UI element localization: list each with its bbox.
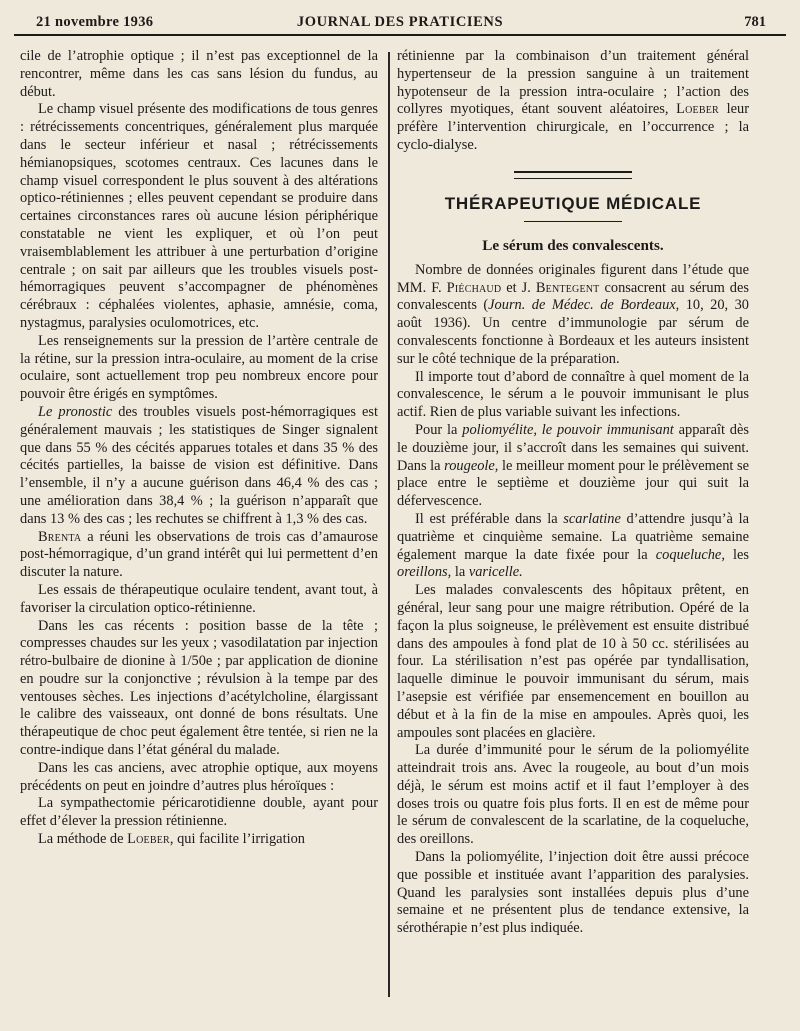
- paragraph-text: apparaît dès le douzième jour, il s’accroît dans les semaines qui suivent. Dans la: [397, 421, 749, 474]
- paragraph-text: et J.: [501, 279, 536, 296]
- paragraph: La sympathectomie péricarotidienne double, ayant pour effet d’élever la pression rétinienne.: [20, 795, 378, 830]
- citation: Journ. de Médec. de Bordeaux,: [488, 297, 680, 314]
- section-separator: [514, 171, 632, 179]
- paragraph: [20, 831, 378, 849]
- page-number: 781: [744, 14, 766, 30]
- paragraph: cile de l’atrophie optique ; il n’est pas exceptionnel de la rencontrer, même dans les cas sans lésion du fundus, au début.: [20, 48, 378, 100]
- section-title-underline: [524, 221, 622, 222]
- italic-term: Le pronostic: [38, 403, 113, 420]
- paragraph: [397, 511, 749, 582]
- paragraph: [397, 48, 749, 155]
- italic-term: poliomyélite, le pouvoir immunisant: [462, 421, 674, 438]
- paragraph-text: a réuni les observations de trois cas d’amaurose post-hémorragique, d’un grand intérêt qui lui permettent d’en discuter la nature.: [20, 528, 378, 581]
- paragraph-text: Il est préférable dans la: [415, 510, 564, 527]
- paragraph: [20, 404, 378, 529]
- paragraph-text: consacrent au sérum des convalescents (: [397, 279, 749, 314]
- paragraph-text: la: [451, 564, 469, 581]
- paragraph: Les malades convalescents des hôpitaux prêtent, en général, leur sang pour une maigre rétribution. Opéré de la façon la plus soigneuse, le prélèvement est ensuite distribué dans des ampoules à fond plat de 10 à 50 cc. stérilisées au four. La stérilisation n’est pas opérée par tyndallisation, laquelle diminue le pouvoir immunisant du sérum, mais l’asepsie est vérifiée par ensemencement en bouillon au début et à la fin de la mise en ampoules. Après quoi, les ampoules sont placées en glacière.: [397, 582, 749, 741]
- paragraph-text: 10, 20, 30 août 1936). Un centre d’immunologie par sérum de convalescents fonctionne à Bordeaux et les auteurs insistent sur le côté technique de la préparation.: [397, 297, 749, 367]
- author-name: Loeber: [127, 831, 170, 848]
- italic-term: coqueluche,: [655, 546, 725, 563]
- italic-term: oreillons,: [397, 564, 452, 581]
- column-divider: [388, 52, 390, 997]
- paragraph-text: Pour la: [415, 421, 463, 438]
- paragraph: Dans la poliomyélite, l’injection doit être aussi précoce que possible et instituée avant l’apparition des paralysies. Quand les paralysies sont installées depuis plus d’une semaine et ne présentent plus de tendance extensive, la sérothérapie n’est plus indiquée.: [397, 849, 749, 937]
- paragraph: [397, 262, 749, 369]
- section-title: THÉRAPEUTIQUE MÉDICALE: [444, 193, 702, 213]
- paragraph-text: le meilleur moment pour le prélèvement se place entre le septième et douzième jour qui suit la défervescence.: [397, 457, 749, 510]
- paragraph-text: leur préfère l’intervention chirurgicale, en l’occurrence ; la cyclo-dialyse.: [397, 101, 749, 153]
- left-column: [20, 48, 378, 849]
- paragraph-text: d’attendre jusqu’à la quatrième et cinquième semaine. La quatrième semaine également marque la date fixée pour la: [397, 510, 749, 563]
- paragraph: Les renseignements sur la pression de l’artère centrale de la rétine, sur la pression intra-oculaire, au moment de la crise oculaire, sont actuellement trop peu nombreux encore pour pouvoir être érigés en symptômes.: [20, 332, 378, 403]
- author-name: Bentegent: [535, 279, 600, 296]
- paragraph-text: La méthode de: [38, 831, 128, 848]
- paragraph-text: Nombre de données originales figurent dans l’étude que MM. F.: [397, 261, 749, 296]
- italic-term: rougeole,: [444, 457, 499, 474]
- article-title: Le sérum des convalescents.: [482, 236, 664, 254]
- header-rule: [14, 34, 786, 36]
- italic-term: scarlatine: [563, 510, 621, 527]
- author-name: Loeber: [676, 101, 719, 118]
- paragraph-text: les: [724, 546, 749, 563]
- author-name: Brenta: [38, 528, 82, 545]
- italic-term: varicelle.: [468, 564, 523, 581]
- page-header: [0, 0, 800, 40]
- paragraph: [397, 422, 749, 511]
- paragraph-text: des troubles visuels post-hémorragiques est généralement mauvais ; les statistiques de Singer signalent que dans 55 % des cécités apparues totales et dans 35 % des cécités partielles, la baisse de vision est définitive. Dans l’ensemble, il n’y a aucune guérison dans 46,4 % des cas ; une amélioration dans 38,4 % ; la guérison n’apparaît que dans 13 % des cas ; les rechutes se chiffrent à 1,3 % des cas.: [20, 403, 378, 527]
- paragraph-text: , qui facilite l’irrigation: [169, 831, 305, 848]
- paragraph: Il importe tout d’abord de connaître à quel moment de la convalescence, le sérum a le pouvoir immunisant le plus actif. Rien de plus variable suivant les infections.: [397, 368, 749, 421]
- paragraph-text: rétinienne par la combinaison d’un traitement général hypertenseur de la pression sanguine à un traitement hypotenseur de la pression intra-oculaire ; l’action des collyres myotiques, étant souvent aléatoires,: [397, 48, 749, 118]
- paragraph: Dans les cas récents : position basse de la tête ; compresses chaudes sur les yeux ; vasodilatation par injection rétro-bulbaire de dionine à 1/50e ; par application de dionine en poudre sur la conjonctive ; révulsion à la tempe par des ventouses sèches. Les injections d’acétylcholine, élargissant le calibre des vaisseaux, ont donné de bons résultats. Une thérapeutique de choc peut également être tentée, si rien ne la contre-indique dans l’état général du malade.: [20, 617, 378, 759]
- paragraph: Les essais de thérapeutique oculaire tendent, avant tout, à favoriser la circulation optico-rétinienne.: [20, 581, 378, 616]
- right-column: [397, 48, 749, 938]
- paragraph: La durée d’immunité pour le sérum de la poliomyélite atteindrait trois ans. Avec la rougeole, au bout d’un mois déjà, le sérum est moins actif et il faut l’employer à des doses trois ou quatre fois plus forts. Il en est de même pour le sérum de convalescent de la scarlatine, de la coqueluche, des oreillons.: [397, 742, 749, 848]
- author-name: Piéchaud: [446, 279, 502, 296]
- journal-title: JOURNAL DES PRATICIENS: [296, 14, 504, 30]
- paragraph: [20, 529, 378, 582]
- issue-date: 21 novembre 1936: [36, 14, 154, 30]
- paragraph: Le champ visuel présente des modifications de tous genres : rétrécissements concentriques, généralement plus marquée dans le secteur inférieur et nasal ; rétrécissements hémianopsiques, scotomes centraux. Ces lacunes dans le champ visuel correspondent le plus souvent à des altérations optico-rétiniennes ; elles peuvent cependant se produire dans certaines circonstances rares où aucune lésion périphérique constatable ne vient les expliquer, et où l’on peut vraisemblablement les attribuer à une perturbation d’origine centrale ; on sait par ailleurs que les troubles visuels post-hémorragiques peuvent s’accompagner de phénomènes cérébraux : céphalées violentes, aphasie, amnésie, coma, nystagmus, paralysies oculomotrices, etc.: [20, 101, 378, 331]
- paragraph: Dans les cas anciens, avec atrophie optique, aux moyens précédents on peut en joindre d’autres plus héroïques :: [20, 759, 378, 794]
